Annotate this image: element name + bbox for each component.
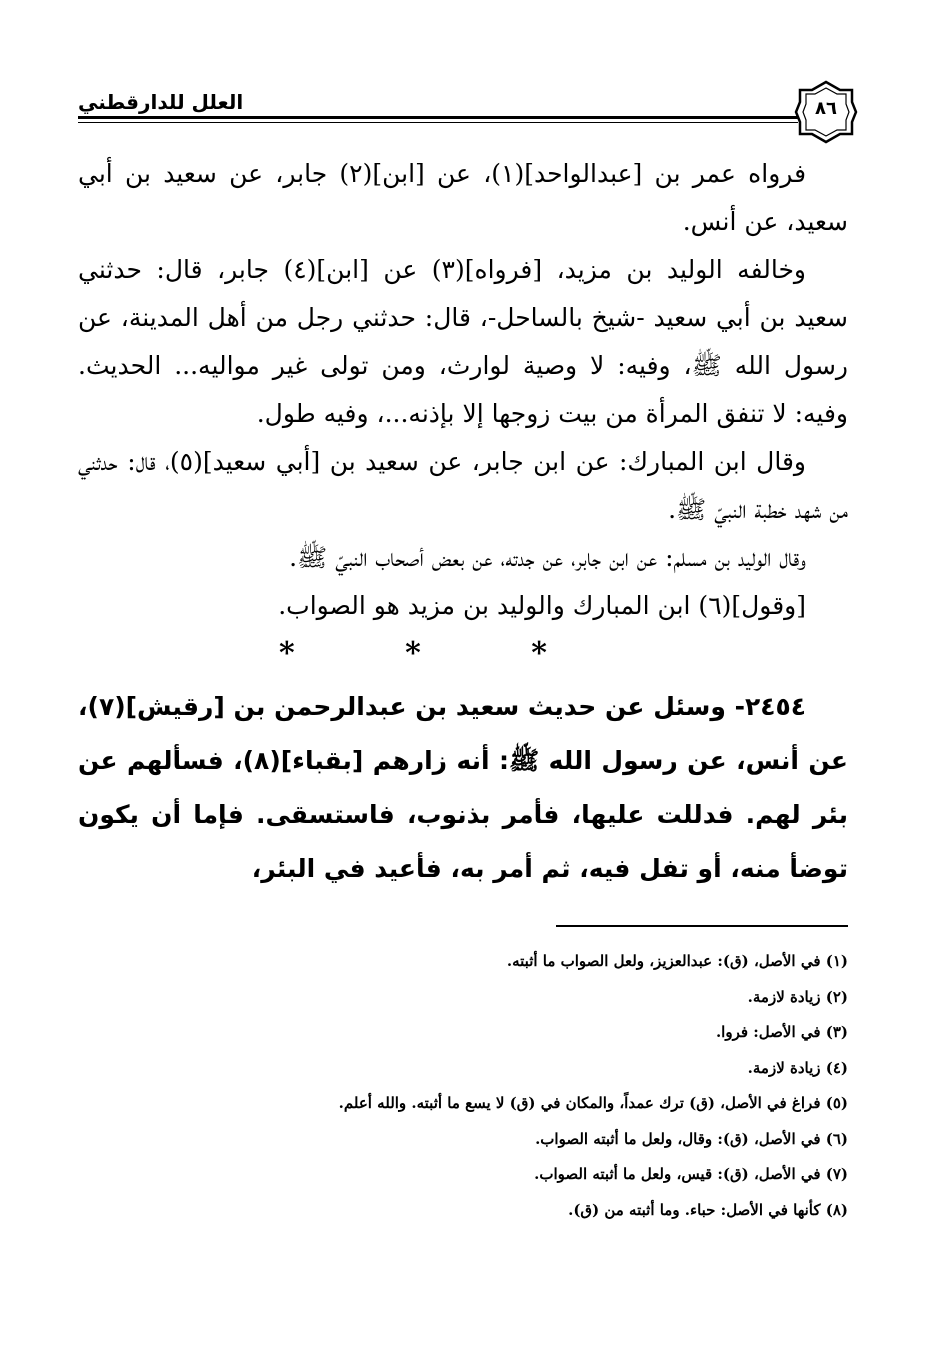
- header-rule: [78, 116, 798, 119]
- paragraph: وقال الوليد بن مسلم: عن ابن جابر، عن جدته، عن بعض أصحاب النبيّ ﷺ.: [289, 543, 806, 572]
- question-paragraph: ٢٤٥٤- وسئل عن حديث سعيد بن عبدالرحمن بن [رقيش](٧)، عن أنس، عن رسول الله ﷺ: أنه زارهم [بقباء](٨)، فسألهم عن بئر لهم. فدللت عليها، فأمر بذنوب، فاستسقى. فإما أن يكون توضأ منه، أو تفل فيه، ثم أمر به، فأعيد في البئر،: [78, 692, 848, 883]
- page-number: ٨٦: [815, 98, 837, 119]
- footnote: (٦) في الأصل، (ق): وقال، ولعل ما أثبته الصواب.: [535, 1129, 848, 1148]
- footnotes: [248, 944, 848, 1228]
- footnote: (١) في الأصل، (ق): عبدالعزيز، ولعل الصواب ما أثبته.: [506, 952, 848, 970]
- main-text: [78, 150, 848, 896]
- footnote-rule: [556, 925, 848, 927]
- page-header: [78, 80, 858, 140]
- footnote: (٢) زيادة لازمة.: [747, 987, 848, 1006]
- running-title: العلل للدارقطني: [78, 90, 244, 114]
- paragraph: وقال ابن المبارك: عن ابن جابر، عن سعيد بن [أبي سعيد](٥)، قال: حدثني من شهد خطبة النبيّ ﷺ.: [78, 447, 848, 524]
- paragraph: فرواه عمر بن [عبدالواحد](١)، عن [ابن](٢) جابر، عن سعيد بن أبي سعيد، عن أنس.: [78, 159, 848, 236]
- footnote: (٤) زيادة لازمة.: [747, 1058, 848, 1077]
- footnote: (٨) كأنها في الأصل: حباء. وما أثبته من (ق).: [568, 1200, 848, 1219]
- footnote: (٧) في الأصل، (ق): قيس، ولعل ما أثبته الصواب.: [534, 1165, 848, 1183]
- footnote: (٣) في الأصل: فروا.: [715, 1023, 848, 1041]
- paragraph: [وقول](٦) ابن المبارك والوليد بن مزيد هو الصواب.: [278, 591, 806, 620]
- section-separator: * * *: [279, 636, 597, 671]
- paragraph: وخالفه الوليد بن مزيد، [فرواه](٣) عن [ابن](٤) جابر، قال: حدثني سعيد بن أبي سعيد -شيخ بالساحل-، قال: حدثني رجل من أهل المدينة، عن رسول الله ﷺ، وفيه: لا وصية لوارث، ومن تولى غير مواليه... الحديث. وفيه: لا تنفق المرأة من بيت زوجها إلا بإذنه...، وفيه طول.: [78, 255, 848, 428]
- footnote: (٥) فراغ في الأصل، (ق) ترك عمداً، والمكان في (ق) لا يسع ما أثبته. والله أعلم.: [338, 1094, 848, 1112]
- header-rule-thin: [78, 122, 798, 123]
